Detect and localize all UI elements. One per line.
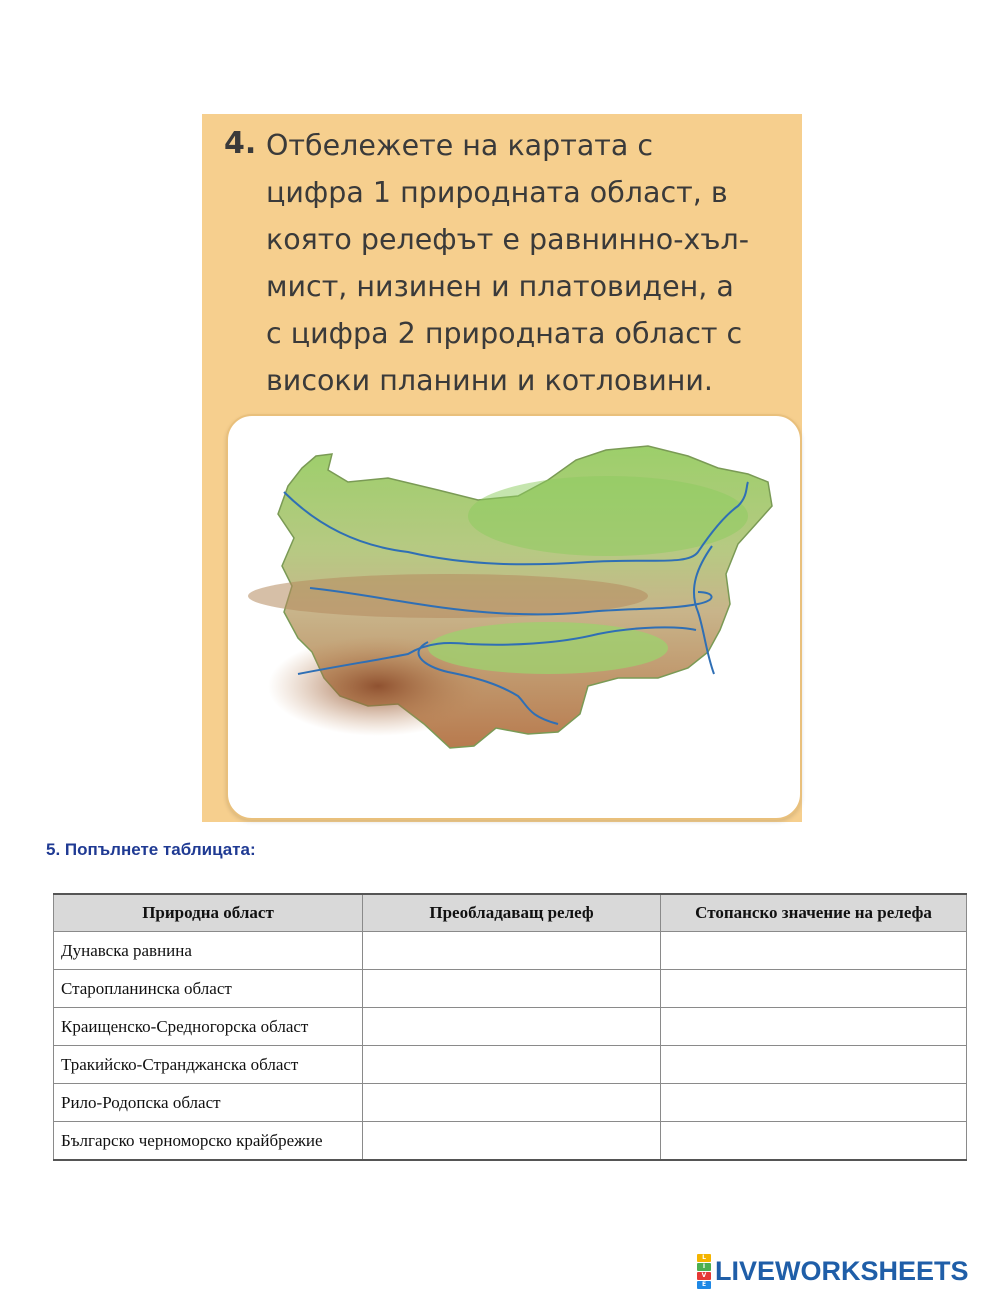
region-name: Краищенско-Средногорска област [54, 1008, 363, 1046]
column-header: Преобладаващ релеф [363, 894, 661, 932]
relief-answer-cell[interactable] [363, 1084, 661, 1122]
table-row [54, 970, 967, 1008]
table-row [54, 1008, 967, 1046]
economic-answer-cell[interactable] [661, 1046, 967, 1084]
table-row [54, 932, 967, 970]
relief-answer-cell[interactable] [363, 1122, 661, 1161]
relief-answer-cell[interactable] [363, 932, 661, 970]
danube-plain [468, 476, 748, 556]
liveworksheets-logo-icon [697, 1254, 711, 1289]
region-name: Дунавска равнина [54, 932, 363, 970]
map-panel [226, 414, 802, 820]
logo-chip: I [697, 1263, 711, 1271]
table-header-row [54, 894, 967, 932]
region-name: Тракийско-Странджанска област [54, 1046, 363, 1084]
economic-answer-cell[interactable] [661, 970, 967, 1008]
column-header: Стопанско значение на релефа [661, 894, 967, 932]
bulgaria-relief-map [228, 416, 800, 818]
table-row [54, 1084, 967, 1122]
table-row [54, 1046, 967, 1084]
liveworksheets-brand [697, 1255, 969, 1287]
relief-answer-cell[interactable] [363, 1008, 661, 1046]
task4-panel [202, 114, 802, 822]
logo-chip: V [697, 1272, 711, 1280]
economic-answer-cell[interactable] [661, 1008, 967, 1046]
region-name: Старопланинска област [54, 970, 363, 1008]
logo-chip: L [697, 1254, 711, 1262]
economic-answer-cell[interactable] [661, 1084, 967, 1122]
column-header: Природна област [54, 894, 363, 932]
relief-answer-cell[interactable] [363, 970, 661, 1008]
economic-answer-cell[interactable] [661, 1122, 967, 1161]
regions-table [53, 893, 967, 1161]
task4-instruction: Отбележете на картата с цифра 1 природната област, в която релефът е равнинно-хъл- мист, низинен и платовиден, а с цифра 2 природната област с високи планини и котловини. [266, 129, 750, 397]
relief-answer-cell[interactable] [363, 1046, 661, 1084]
logo-chip: E [697, 1281, 711, 1289]
task5-heading: 5. Попълнете таблицата: [46, 840, 256, 859]
region-name: Българско черноморско крайбрежие [54, 1122, 363, 1161]
brand-name: LIVEWORKSHEETS [715, 1255, 969, 1286]
economic-answer-cell[interactable] [661, 932, 967, 970]
table-row [54, 1122, 967, 1161]
task4-number: 4. [224, 126, 257, 161]
region-name: Рило-Родопска област [54, 1084, 363, 1122]
